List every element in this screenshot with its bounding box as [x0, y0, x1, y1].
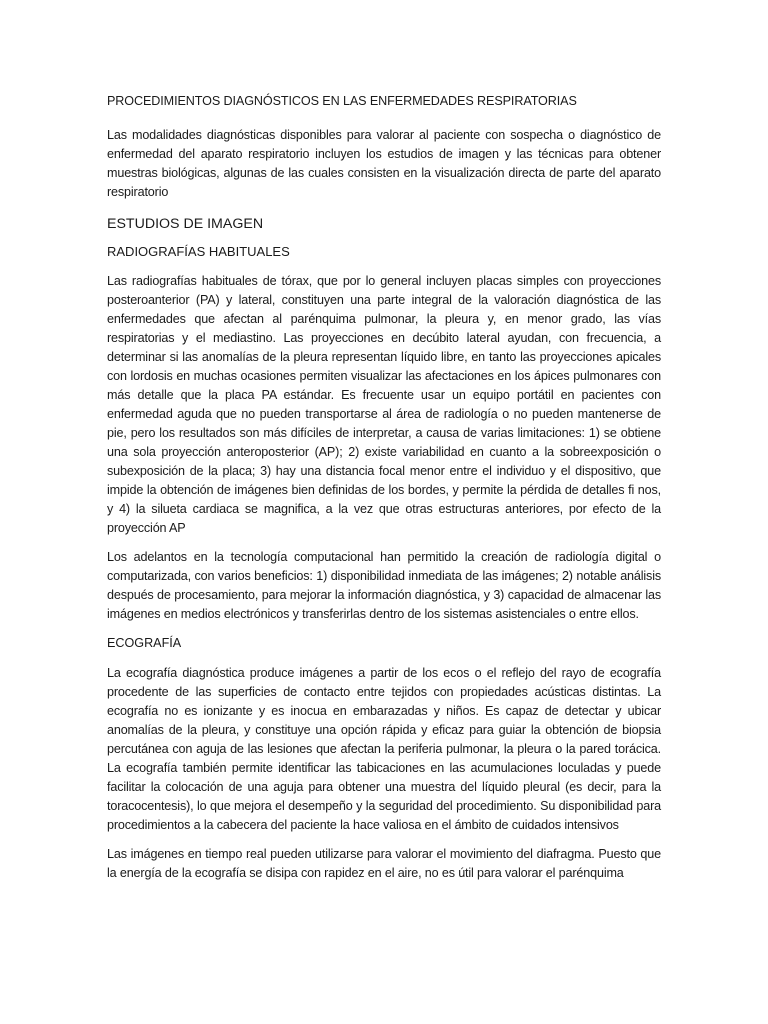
document-title: PROCEDIMIENTOS DIAGNÓSTICOS EN LAS ENFERMEDADES RESPIRATORIAS	[107, 94, 577, 108]
radiography-paragraph-1: Las radiografías habituales de tórax, que por lo general incluyen placas simples con proyecciones posteroanterior (PA) y lateral, constituyen una parte integral de la valoración diagnóstica de las enfermedades que afectan al parénquima pulmonar, la pleura y, en menor grado, las vías respiratorias y el mediastino. Las proyecciones en decúbito lateral ayudan, con frecuencia, a determinar si las anomalías de la pleura representan líquido libre, en tanto las proyecciones apicales con lordosis en muchas ocasiones permiten visualizar las afectaciones en los ápices pulmonares con más detalle que la placa PA estándar. Es frecuente usar un equipo portátil en pacientes con enfermedad aguda que no pueden transportarse al área de radiología o no pueden mantenerse de pie, pero los resultados son más difíciles de interpretar, a causa de varias limitaciones: 1) se obtiene una sola proyección anteroposterior (AP); 2) existe variabilidad en cuanto a la sobreexposición o subexposición de la placa; 3) hay una distancia focal menor entre el individuo y el dispositivo, que impide la obtención de imágenes bien definidas de los bordes, y permite la pérdida de detalles fi nos, y 4) la silueta cardiaca se magnifica, a la vez que otras estructuras anteriores, por efecto de la proyección AP	[107, 274, 661, 535]
document-page	[107, 92, 661, 893]
ultrasound-paragraph-2: Las imágenes en tiempo real pueden utilizarse para valorar el movimiento del diafragma. Puesto que la energía de la ecografía se disipa con rapidez en el aire, no es útil para valorar el parénquima	[107, 847, 661, 880]
section-heading-imaging: ESTUDIOS DE IMAGEN	[107, 216, 264, 232]
subsection-heading-ultrasound: ECOGRAFÍA	[107, 636, 182, 650]
ultrasound-paragraph-1: La ecografía diagnóstica produce imágenes a partir de los ecos o el reflejo del rayo de ecografía procedente de las superficies de contacto entre tejidos con propiedades acústicas distintas. La ecografía no es ionizante y es inocua en embarazadas y niños. Es capaz de detectar y ubicar anomalías de la pleura, y constituye una opción rápida y eficaz para guiar la obtención de biopsia percutánea con aguja de las lesiones que afectan la periferia pulmonar, la pleura o la pared torácica. La ecografía también permite identificar las tabicaciones en las acumulaciones loculadas y puede facilitar la colocación de una aguja para obtener una muestra del líquido pleural (es decir, para la toracocentesis), lo que mejora el desempeño y la seguridad del procedimiento. Su disponibilidad para procedimientos a la cabecera del paciente la hace valiosa en el ámbito de cuidados intensivos	[107, 666, 661, 832]
intro-paragraph: Las modalidades diagnósticas disponibles para valorar al paciente con sospecha o diagnóstico de enfermedad del aparato respiratorio incluyen los estudios de imagen y las técnicas para obtener muestras biológicas, algunas de las cuales consisten en la visualización directa de parte del aparato respiratorio	[107, 128, 661, 199]
subsection-heading-radiography: RADIOGRAFÍAS HABITUALES	[107, 244, 290, 259]
radiography-paragraph-2: Los adelantos en la tecnología computacional han permitido la creación de radiología digital o computarizada, con varios beneficios: 1) disponibilidad inmediata de las imágenes; 2) notable análisis después de procesamiento, para mejorar la información diagnóstica, y 3) capacidad de almacenar las imágenes en medios electrónicos y transferirlas dentro de los sistemas asistenciales o entre ellos.	[107, 550, 661, 621]
